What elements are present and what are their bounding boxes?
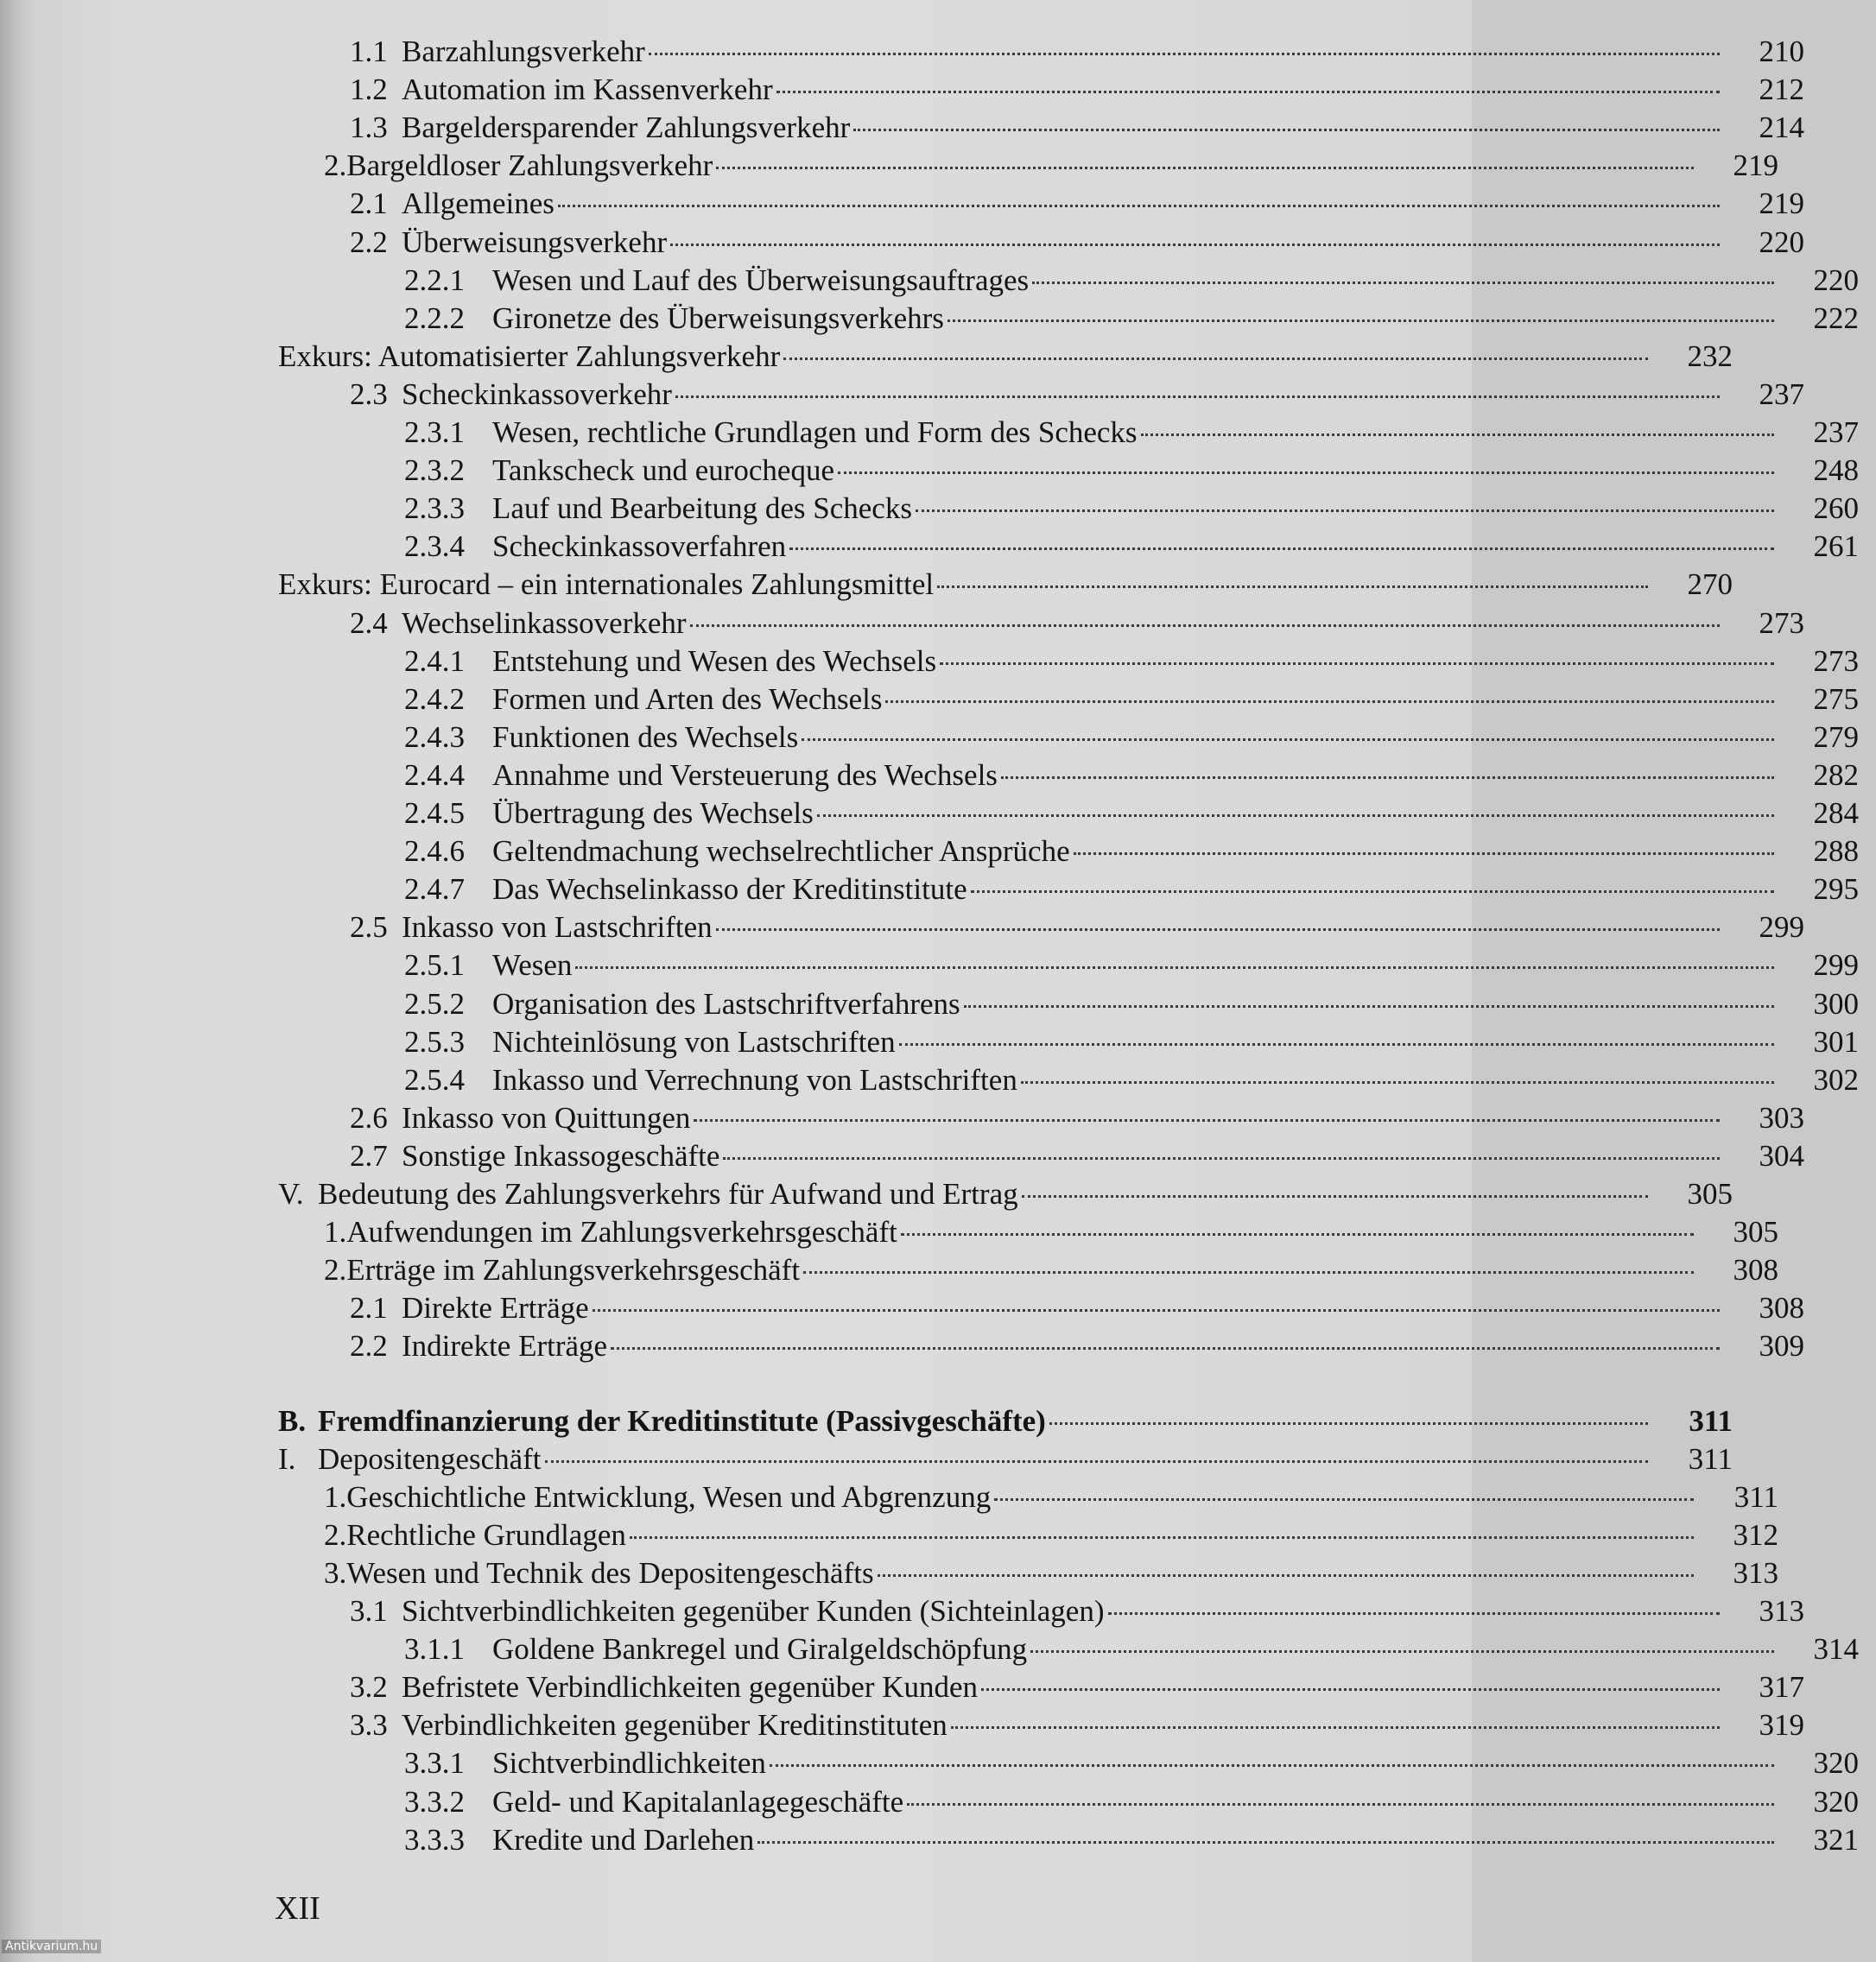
toc-entry [0,338,1750,376]
toc-entry-number: 2.5 [350,910,388,945]
toc-entry-title: Entstehung und Wesen des Wechsels [492,643,937,678]
dot-leader [803,1271,1694,1274]
toc-entry-number: 2.4.7 [404,872,465,907]
toc-entry-number: 2.3.3 [404,491,465,526]
toc-entry-number: 3.1 [350,1594,388,1628]
toc-entry-page-number: 210 [1759,35,1804,68]
dot-leader [1141,434,1774,436]
dot-leader [937,585,1648,588]
toc-entry-page-number: 232 [1687,339,1733,373]
toc-entry-page-number: 312 [1733,1517,1778,1552]
toc-entry-title: Übertragung des Wechsels [492,796,814,830]
toc-entry-page-number: 279 [1813,719,1859,754]
dot-leader [817,814,1774,817]
toc-entry-page-number: 313 [1733,1555,1778,1590]
toc-entry [0,946,1876,984]
toc-entry [0,452,1876,490]
toc-entry-page-number: 299 [1759,910,1804,945]
watermark: Antikvarium.hu [2,1940,101,1953]
toc-entry-page-number: 314 [1813,1632,1859,1667]
dot-leader [899,1043,1774,1046]
toc-entry-title: Annahme und Versteuerung des Wechsels [492,757,998,792]
toc-entry-number: I. [278,1441,296,1476]
toc-entry-page-number: 219 [1759,187,1804,221]
toc-entry-number: 2.1 [350,187,388,221]
toc-entry-title: 1.Geschichtliche Entwicklung, Wesen und Abgrenzung [324,1479,992,1514]
toc-entry [0,1213,1796,1251]
toc-entry-page-number: 237 [1759,377,1804,411]
toc-entry-page-number: 311 [1733,1479,1778,1514]
toc-entry [0,185,1822,223]
toc-entry-number: 1.3 [350,111,388,145]
toc-entry-title: Barzahlungsverkehr [402,35,645,68]
dot-leader [916,509,1774,512]
toc-entry [0,1821,1876,1859]
dot-leader [593,1309,1720,1312]
toc-entry [0,642,1876,680]
toc-entry [0,985,1876,1023]
toc-entry-title: Automation im Kassenverkehr [402,73,773,107]
toc-entry-page-number: 300 [1813,986,1859,1021]
toc-entry-page-number: 304 [1759,1138,1804,1173]
toc-entry-number: 2.5.4 [404,1062,465,1097]
toc-entry [0,109,1822,147]
toc-entry-page-number: 302 [1813,1062,1859,1097]
toc-entry [0,224,1822,262]
toc-entry [0,832,1876,870]
toc-entry-page-number: 313 [1759,1594,1804,1628]
toc-entry [0,1783,1876,1821]
toc-entry-page-number: 288 [1813,834,1859,869]
toc-entry [0,1061,1876,1099]
dot-leader [630,1536,1694,1539]
toc-entry-title: 3.Wesen und Technik des Depositengeschäfts [324,1555,874,1590]
toc-entry-title: Funktionen des Wechsels [492,719,799,754]
dot-leader [649,53,1720,55]
dot-leader [611,1347,1720,1350]
dot-leader [1030,1650,1774,1653]
dot-leader [716,928,1720,931]
toc-entry-number: 1.1 [350,35,388,68]
toc-entry-title: Scheckinkassoverfahren [492,529,787,564]
toc-entry-title: Wechselinkassoverkehr [402,605,687,640]
toc-entry-page-number: 320 [1813,1746,1859,1781]
toc-entry-number: 2.5.1 [404,948,465,983]
page-folio: XII [275,1890,320,1927]
dot-leader [964,1005,1774,1008]
toc-entry-number: 2.4 [350,605,388,640]
dot-leader [670,244,1720,246]
toc-entry-number: 3.3 [350,1708,388,1743]
toc-entry [0,680,1876,718]
toc-entry [0,1137,1822,1175]
toc-entry-title: Tankscheck und eurocheque [492,453,834,488]
dot-leader [558,205,1720,207]
toc-entry-page-number: 305 [1687,1177,1733,1211]
dot-leader [907,1803,1774,1806]
dot-leader [951,1726,1720,1729]
toc-entry [0,1592,1822,1630]
dot-leader [1032,282,1774,284]
toc-entry-number: 3.2 [350,1670,388,1705]
toc-entry [0,147,1796,185]
toc-entry-page-number: 237 [1813,415,1859,449]
toc-entry-title: Bargeldersparender Zahlungsverkehr [402,111,851,145]
toc-entry-number: 2.5.3 [404,1024,465,1059]
toc-entry [0,604,1822,642]
toc-entry [0,1744,1876,1782]
toc-entry-number: 2.3.2 [404,453,465,488]
toc-entry-number: 2.6 [350,1100,388,1135]
toc-entry [0,1175,1750,1213]
dot-leader [789,547,1774,550]
dot-leader [981,1688,1720,1691]
toc-entry [0,300,1876,338]
dot-leader [690,624,1720,627]
toc-entry-number: 2.3.4 [404,529,465,564]
toc-entry-page-number: 220 [1759,225,1804,259]
toc-entry-page-number: 248 [1813,453,1859,488]
dot-leader [1022,1195,1648,1198]
toc-entry [0,1516,1796,1554]
toc-entry-page-number: 270 [1687,567,1733,602]
toc-entry-page-number: 311 [1688,1441,1733,1476]
dot-leader [1001,776,1774,779]
toc-entry [0,33,1822,71]
toc-entry [0,1630,1876,1668]
toc-entry [0,1478,1796,1516]
toc-entry-title: Wesen und Lauf des Überweisungsauftrages [492,263,1030,297]
toc-entry [0,262,1876,300]
toc-entry [0,566,1750,604]
dot-leader [675,396,1720,398]
toc-entry-number: 2.3.1 [404,415,465,449]
dot-leader [948,320,1774,322]
toc-entry-page-number: 317 [1759,1670,1804,1705]
dot-leader [776,91,1720,93]
toc-entry-page-number: 275 [1813,681,1859,716]
toc-entry-title: Fremdfinanzierung der Kreditinstitute (Passivgeschäfte) [318,1403,1046,1438]
toc-entry-page-number: 308 [1759,1291,1804,1326]
toc-entry [0,718,1876,756]
toc-entry [0,528,1876,566]
toc-entry-page-number: 273 [1759,605,1804,640]
toc-entry-number: 2.4.5 [404,796,465,830]
toc-entry-title: Wesen, rechtliche Grundlagen und Form des Schecks [492,415,1138,449]
toc-entry-page-number: 214 [1759,111,1804,145]
toc-entry-number: 2.5.2 [404,986,465,1021]
dot-leader [885,700,1774,703]
dot-leader [757,1841,1774,1844]
toc-entry [0,756,1876,794]
toc-entry-page-number: 261 [1813,529,1859,564]
toc-entry [0,908,1822,946]
toc-entry-page-number: 305 [1733,1215,1778,1250]
dot-leader [838,472,1774,474]
toc-entry-title: Gironetze des Überweisungsverkehrs [492,301,944,335]
toc-entry-page-number: 219 [1733,149,1778,183]
toc-entry [0,794,1876,832]
toc-entry-page-number: 301 [1813,1024,1859,1059]
dot-leader [802,738,1774,741]
toc-entry-title: Kredite und Darlehen [492,1822,755,1857]
toc-entry-title: Wesen [492,948,573,983]
toc-entry-number: 2.4.2 [404,681,465,716]
toc-entry-page-number: 295 [1813,872,1859,907]
toc-entry-title: 2.Bargeldloser Zahlungsverkehr [324,149,713,183]
toc-entry-page-number: 303 [1759,1100,1804,1135]
toc-entry-number: 3.3.2 [404,1784,465,1819]
dot-leader [783,358,1648,360]
dot-leader [994,1498,1694,1501]
toc-entry-title: Depositengeschäft [318,1441,542,1476]
toc-entry-number: 2.2.1 [404,263,465,297]
toc-entry-page-number: 319 [1759,1708,1804,1743]
toc-entry-title: Allgemeines [402,187,555,221]
toc-entry [0,1554,1796,1592]
dot-leader [901,1233,1694,1236]
toc-entry-title: Goldene Bankregel und Giralgeldschöpfung [492,1632,1028,1667]
toc-entry-number: 3.1.1 [404,1632,465,1667]
toc-entry-number: 3.3.3 [404,1822,465,1857]
toc-entry-number: 2.1 [350,1291,388,1326]
toc-entry-title: Geld- und Kapitalanlagegeschäfte [492,1784,904,1819]
toc-entry-title: 2.Rechtliche Grundlagen [324,1517,626,1552]
toc-entry [0,1327,1822,1365]
dot-leader [1021,1081,1774,1084]
dot-leader [971,890,1774,893]
toc-entry [0,376,1822,414]
toc-entry-number: 2.3 [350,377,388,411]
toc-entry-title: Geltendmachung wechselrechtlicher Ansprüche [492,834,1070,869]
toc-entry [0,1402,1750,1440]
dot-leader [545,1460,1648,1463]
toc-entry [0,1023,1876,1061]
toc-entry [0,1289,1822,1327]
toc-entry-number: 3.3.1 [404,1746,465,1781]
toc-entry-number: 1.2 [350,73,388,107]
toc-entry [0,1099,1822,1137]
toc-entry-title: Formen und Arten des Wechsels [492,681,883,716]
toc-entry-title: Sichtverbindlichkeiten [492,1746,766,1781]
dot-leader [770,1764,1774,1767]
toc-entry-number: 2.2 [350,225,388,259]
toc-entry [0,71,1822,109]
dot-leader [1074,852,1774,855]
toc-entry-page-number: 299 [1813,948,1859,983]
toc-entry-page-number: 212 [1759,73,1804,107]
toc-entry-title: Scheckinkassoverkehr [402,377,672,411]
toc-entry [0,1251,1796,1289]
toc-entry-title: Inkasso von Lastschriften [402,910,713,945]
toc-entry-title: Das Wechselinkasso der Kreditinstitute [492,872,967,907]
toc-entry [0,1706,1822,1744]
dot-leader [1049,1422,1648,1425]
dot-leader [716,167,1694,169]
toc-entry-page-number: 309 [1759,1329,1804,1364]
toc-entry-page-number: 284 [1813,796,1859,830]
dot-leader [723,1157,1720,1160]
toc-entry-title: Sichtverbindlichkeiten gegenüber Kunden (Sichteinlagen) [402,1594,1105,1628]
toc-entry-page-number: 282 [1813,757,1859,792]
toc-entry-title: Lauf und Bearbeitung des Schecks [492,491,912,526]
toc-entry-title: Inkasso und Verrechnung von Lastschriften [492,1062,1017,1097]
toc-entry-page-number: 222 [1813,301,1859,335]
dot-leader [575,966,1774,969]
toc-entry [0,414,1876,452]
toc-entry-number: 2.4.3 [404,719,465,754]
toc-entry-page-number: 311 [1689,1403,1733,1438]
dot-leader [1108,1612,1721,1615]
toc-entry-number: 2.2 [350,1329,388,1364]
toc-entry-title: Sonstige Inkassogeschäfte [402,1138,720,1173]
toc-entry-title: 2.Erträge im Zahlungsverkehrsgeschäft [324,1253,801,1288]
toc-entry-title: Direkte Erträge [402,1291,589,1326]
dot-leader [694,1119,1720,1122]
toc-entry-page-number: 321 [1813,1822,1859,1857]
toc-entry-page-number: 320 [1813,1784,1859,1819]
toc-entry-number: 2.4.4 [404,757,465,792]
toc-entry-number: B. [278,1403,307,1438]
toc-entry [0,1440,1750,1478]
toc-entry-title: Indirekte Erträge [402,1329,608,1364]
toc-entry-page-number: 220 [1813,263,1859,297]
toc-entry-page-number: 260 [1813,491,1859,526]
toc-entry-title: Verbindlichkeiten gegenüber Kreditinstituten [402,1708,948,1743]
toc-entry-title: Inkasso von Quittungen [402,1100,691,1135]
toc-entry-title: Organisation des Lastschriftverfahrens [492,986,960,1021]
toc-entry-title: 1.Aufwendungen im Zahlungsverkehrsgeschäft [324,1215,897,1250]
toc-entry-number: 2.4.1 [404,643,465,678]
toc-entry-title: Befristete Verbindlichkeiten gegenüber Kunden [402,1670,979,1705]
toc-entry-page-number: 308 [1733,1253,1778,1288]
toc-entry-title: Nichteinlösung von Lastschriften [492,1024,896,1059]
toc-entry-title: Bedeutung des Zahlungsverkehrs für Aufwand und Ertrag [318,1177,1018,1211]
toc-entry [0,870,1876,908]
dot-leader [853,129,1720,131]
toc-entry-title: Exkurs: Eurocard – ein internationales Zahlungsmittel [278,567,935,602]
toc-entry-number: V. [278,1177,304,1211]
toc-entry-title: Exkurs: Automatisierter Zahlungsverkehr [278,339,781,373]
toc-entry-page-number: 273 [1813,643,1859,678]
toc-entry [0,1668,1822,1706]
toc-entry-number: 2.4.6 [404,834,465,869]
toc-entry-number: 2.2.2 [404,301,465,335]
toc-entry [0,490,1876,528]
toc-entry-number: 2.7 [350,1138,388,1173]
dot-leader [940,662,1774,665]
toc-entry-title: Überweisungsverkehr [402,225,668,259]
dot-leader [878,1574,1694,1577]
